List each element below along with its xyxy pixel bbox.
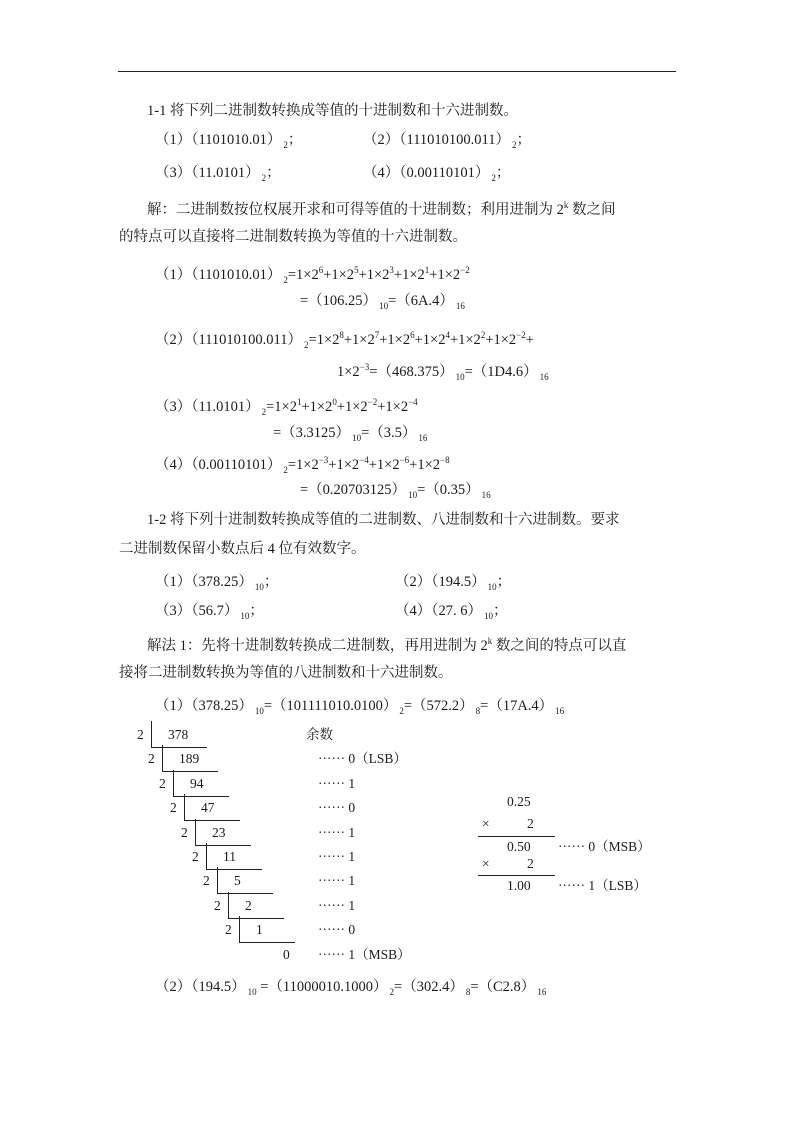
text-run: 解：二进制数按位权展开求和可得等值的十进制数；利用进制为 2 <box>147 202 564 218</box>
text-run: （3）（11.0101） <box>155 165 260 181</box>
superscript: 2 <box>480 330 486 340</box>
division-bracket <box>151 721 152 747</box>
subscript: 10 <box>240 611 250 621</box>
quotient: 378 <box>168 727 189 742</box>
fraction-step1: 0.50 <box>507 839 531 854</box>
text-run: =1×2 <box>308 332 340 348</box>
text-run: +1×2 <box>328 457 360 473</box>
remainder: ······ 1 <box>318 824 356 840</box>
text-run: =（17A.4） <box>480 698 554 714</box>
p2-eq2 <box>155 978 546 1001</box>
superscript: k <box>563 200 569 210</box>
p1-eq3b <box>273 424 427 447</box>
division-rule <box>162 771 218 772</box>
subscript: 10 <box>455 372 465 382</box>
superscript: 8 <box>339 330 344 340</box>
text-run: ； <box>516 132 532 148</box>
subscript: 10 <box>247 987 257 997</box>
division-bracket <box>184 794 185 820</box>
quotient: 5 <box>234 873 241 889</box>
text-run: （4）（0.00110101） <box>363 165 490 181</box>
p1-item3 <box>155 164 281 187</box>
text-run: +1×2 <box>358 267 390 283</box>
text-run: 数之间的特点可以直 <box>492 638 627 654</box>
remainder: ······ 1 <box>318 873 356 889</box>
superscript: −6 <box>399 455 410 465</box>
text-run: +1×2 <box>429 267 461 283</box>
divisor: 2 <box>225 922 232 938</box>
remainder: ······ 0 <box>318 922 356 938</box>
quotient: 189 <box>179 751 200 767</box>
subscript: 10 <box>408 490 418 500</box>
divisor: 2 <box>170 800 177 816</box>
subscript: 2 <box>389 987 395 997</box>
text-run: ； <box>249 603 264 619</box>
text-run: 接将二进制数转换为等值的八进制数和十六进制数。 <box>119 665 453 681</box>
superscript: 0 <box>332 397 337 407</box>
p1-eq2b <box>337 358 549 386</box>
division-rule <box>184 820 240 821</box>
subscript: 2 <box>491 173 496 183</box>
subscript: 16 <box>555 706 565 716</box>
text-run: 解法 1：先将十进制数转换成二进制数，再用进制为 2 <box>147 638 488 654</box>
subscript: 2 <box>283 275 288 285</box>
text-run: =（468.375） <box>369 364 454 380</box>
p2-item1 <box>155 573 278 596</box>
superscript: 5 <box>354 265 359 275</box>
text-run: +1×2 <box>485 332 517 348</box>
subscript: 10 <box>379 301 389 311</box>
division-rule <box>195 845 251 846</box>
remainder: ······ 1（MSB） <box>318 946 411 962</box>
subscript: 2 <box>261 407 267 417</box>
p1-solution-b <box>119 228 467 246</box>
divisor: 2 <box>159 775 166 791</box>
superscript: 7 <box>374 330 380 340</box>
subscript: 2 <box>399 706 404 716</box>
subscript: 16 <box>537 987 547 997</box>
problem-1-2-b <box>119 540 366 558</box>
text-run: +1×2 <box>343 332 375 348</box>
quotient: 23 <box>212 824 226 840</box>
text-run: ； <box>495 165 511 181</box>
text-run: =（106.25） <box>300 293 378 309</box>
text-run: +1×2 <box>379 332 411 348</box>
text-run: 1-1 将下列二进制数转换成等值的十进制数和十六进制数。 <box>147 103 518 119</box>
superscript: −2 <box>367 397 378 407</box>
text-run: （1）（1101010.01） <box>155 132 282 148</box>
text-run: =（0.20703125） <box>300 482 407 498</box>
division-rule <box>206 869 262 870</box>
text-run: =（C2.8） <box>470 979 536 995</box>
division-bracket <box>173 770 174 796</box>
p2-item3 <box>155 602 264 625</box>
fraction-step2: 1.00 <box>507 878 531 893</box>
p1-item2 <box>363 131 531 154</box>
superscript: −2 <box>460 265 470 275</box>
superscript: −4 <box>359 455 369 465</box>
text-run: （4）（27. 6） <box>395 603 482 619</box>
text-run: +1×2 <box>409 457 441 473</box>
divisor: 2 <box>148 751 155 767</box>
divisor: 2 <box>181 824 188 840</box>
p2-solution-b <box>119 664 453 682</box>
subscript: 2 <box>283 140 288 150</box>
p1-eq4b <box>300 481 491 504</box>
remainder: ······ 1 <box>318 775 356 791</box>
subscript: 8 <box>475 706 481 716</box>
text-run: （3）（56.7） <box>155 603 239 619</box>
superscript: −8 <box>440 455 450 465</box>
text-run: （1）（378.25） <box>155 574 253 590</box>
text-run: =（3.5） <box>361 425 417 441</box>
p2-item4 <box>395 602 508 625</box>
text-run: =（572.2） <box>403 698 474 714</box>
superscript: 1 <box>296 397 302 407</box>
text-run: =（302.4） <box>394 979 464 995</box>
p2-eq1 <box>155 697 564 720</box>
text-run: =（1D4.6） <box>464 364 538 380</box>
quotient: 0 <box>283 946 290 962</box>
text-run: 1×2 <box>337 364 360 380</box>
division-rule <box>217 893 273 894</box>
text-run: +1×2 <box>301 399 333 415</box>
text-run: ； <box>266 165 281 181</box>
remainder: ······ 0 <box>318 800 356 816</box>
superscript: k <box>487 636 493 646</box>
divisor: 2 <box>203 873 210 889</box>
text-run: =（101111010.0100） <box>263 698 398 714</box>
text-run: ； <box>263 574 279 590</box>
fraction-start: 0.25 <box>507 794 531 809</box>
division-rule <box>239 942 295 943</box>
superscript: 6 <box>318 265 324 275</box>
quotient: 1 <box>256 922 263 938</box>
text-run: 的特点可以直接将二进制数转换为等值的十六进制数。 <box>119 229 467 245</box>
text-run: 数之间 <box>568 202 616 218</box>
text-run: + <box>525 332 534 348</box>
text-run: （4）（0.00110101） <box>155 457 282 473</box>
p1-eq3a <box>155 393 418 421</box>
subscript: 10 <box>352 433 362 443</box>
superscript: −3 <box>318 455 329 465</box>
text-run: +1×2 <box>323 267 355 283</box>
quotient: 2 <box>245 897 252 913</box>
divisor: 2 <box>192 849 199 864</box>
p1-item1 <box>155 131 302 154</box>
subscript: 2 <box>261 173 267 183</box>
text-run: 二进制数保留小数点后 4 位有效数字。 <box>119 541 366 557</box>
product-rule <box>478 836 555 837</box>
division-bracket <box>206 843 207 869</box>
p1-eq4a <box>155 451 450 479</box>
text-run: （3）（11.0101） <box>155 399 260 415</box>
text-run: =1×2 <box>266 399 297 415</box>
text-run: ； <box>493 603 508 619</box>
fraction-step2-note: ······ 1（LSB） <box>558 878 647 893</box>
text-run: ； <box>287 132 303 148</box>
division-bracket <box>162 745 163 771</box>
p1-solution-a <box>147 196 616 219</box>
p1-eq1a <box>155 261 470 289</box>
problem-1-2-a <box>147 511 619 529</box>
subscript: 10 <box>487 582 497 592</box>
p2-item2 <box>395 573 511 596</box>
text-run: （1）（1101010.01） <box>155 267 282 283</box>
divisor: 2 <box>214 897 221 913</box>
text-run: +1×2 <box>449 332 481 348</box>
division-rule <box>151 747 207 748</box>
text-run: =（6A.4） <box>388 293 454 309</box>
division-rule <box>228 918 284 919</box>
subscript: 2 <box>304 340 309 350</box>
subscript: 2 <box>512 140 517 150</box>
division-rule <box>173 796 229 797</box>
text-run: （2）（194.5） <box>395 574 486 590</box>
p2-solution-a <box>147 632 626 655</box>
text-run: +1×2 <box>336 399 368 415</box>
remainder: ······ 1 <box>318 849 356 864</box>
header-rule <box>118 71 676 72</box>
text-run: ； <box>496 574 512 590</box>
subscript: 16 <box>455 301 465 311</box>
division-bracket <box>195 819 196 845</box>
subscript: 16 <box>481 490 491 500</box>
text-run: （2）（111010100.011） <box>363 132 511 148</box>
superscript: 3 <box>389 265 394 275</box>
subscript: 10 <box>484 611 493 621</box>
times-sign: × <box>482 816 490 831</box>
subscript: 16 <box>539 372 549 382</box>
multiplier: 2 <box>527 816 534 831</box>
subscript: 2 <box>283 465 288 475</box>
text-run: +1×2 <box>414 332 446 348</box>
product-rule <box>478 875 555 876</box>
text-run: （2）（194.5） <box>155 979 246 995</box>
superscript: −3 <box>359 362 370 372</box>
subscript: 16 <box>418 433 428 443</box>
text-run: =（3.3125） <box>273 425 351 441</box>
p1-eq2a <box>155 326 534 354</box>
p1-item4 <box>363 164 510 187</box>
subscript: 10 <box>254 582 264 592</box>
problem-1-1 <box>147 102 518 120</box>
multiplier: 2 <box>527 856 534 871</box>
superscript: 4 <box>445 330 450 340</box>
divisor: 2 <box>137 727 144 742</box>
text-run: =1×2 <box>287 267 319 283</box>
quotient: 47 <box>201 800 215 816</box>
quotient: 94 <box>190 775 204 791</box>
fraction-step1-note: ······ 0（MSB） <box>558 839 651 854</box>
text-run: （1）（378.25） <box>155 698 253 714</box>
text-run: 1-2 将下列十进制数转换成等值的二进制数、八进制数和十六进制数。要求 <box>147 512 620 528</box>
subscript: 10 <box>254 706 264 716</box>
text-run: =（11000010.1000） <box>256 979 388 995</box>
p1-eq1b <box>300 292 465 315</box>
division-bracket <box>217 867 218 893</box>
text-run: =（0.35） <box>417 482 480 498</box>
division-bracket <box>228 892 229 918</box>
text-run: +1×2 <box>377 399 409 415</box>
superscript: −4 <box>408 397 418 407</box>
text-run: +1×2 <box>393 267 425 283</box>
division-bracket <box>239 916 240 942</box>
text-run: =1×2 <box>287 457 319 473</box>
text-run: （2）（111010100.011） <box>155 332 303 348</box>
superscript: 6 <box>410 330 415 340</box>
text-run: +1×2 <box>368 457 400 473</box>
remainder: ······ 0（LSB） <box>318 751 407 767</box>
remainder-header: 余数 <box>306 727 333 742</box>
subscript: 8 <box>465 987 471 997</box>
quotient: 11 <box>223 849 236 864</box>
superscript: −2 <box>516 330 526 340</box>
superscript: 1 <box>424 265 430 275</box>
remainder: ······ 1 <box>318 897 356 913</box>
times-sign: × <box>482 856 490 871</box>
